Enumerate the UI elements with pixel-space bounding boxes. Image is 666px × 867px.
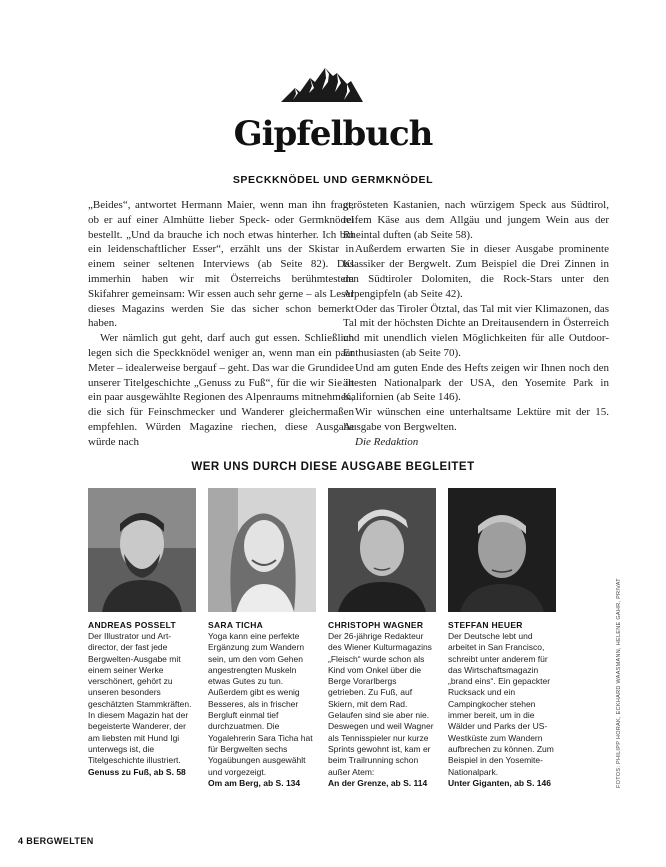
editorial-paragraph: Und am guten Ende des Hefts zeigen wir Ihnen noch den ältesten Nationalpark der USA, den Yosemite Park in Kalifornien (ab Seite 146). xyxy=(343,361,609,404)
contributor-photo xyxy=(208,488,316,612)
editorial-column-right xyxy=(343,198,609,450)
editorial-paragraph: Wer nämlich gut geht, darf auch gut essen. Schließlich legen sich die Speckknödel weniger an, wenn man ein paar Meter – idealerweise bergauf – geht. Das war die Grundidee unserer Titelgeschichte „Genuss zu Fuß“, für die wir Sie in ein paar ausgewählte Regionen des Alpenraums mitnehmen, die sich für Feinschmecker und Wanderer gleichermaßen empfehlen. Würden Magazine riechen, diese Ausgabe würde nach xyxy=(88,332,354,448)
contributor-article-link[interactable]: Genuss zu Fuß, ab S. 58 xyxy=(88,766,186,777)
contributor-name: SARA TICHA xyxy=(208,620,264,630)
editorial-paragraph: Oder das Tiroler Ötztal, das Tal mit vier Klimazonen, das Tal mit der höchsten Dichte an Dreitausendern in Österreich und mit unendlich vielen Möglichkeiten für alle Outdoor-Enthusiasten (ab Seite 70). xyxy=(343,302,609,359)
contributor-article-link[interactable]: Unter Giganten, ab S. 146 xyxy=(448,777,551,788)
photo-credit: FOTOS: PHILIPP HORAK, ECKHARD WAASMANN, HELENE GAHR, PRIVAT xyxy=(616,578,622,788)
contributor-photo xyxy=(88,488,196,612)
editorial-paragraph: Außerdem erwarten Sie in dieser Ausgabe prominente Klassiker der Bergwelt. Zum Beispiel die Drei Zinnen in den Südtiroler Dolomiten, die Rock-Stars unter den Alpengipfeln (ab Seite 42). xyxy=(343,243,609,300)
contributor-card xyxy=(448,488,556,789)
editorial-paragraph: Wir wünschen eine unterhaltsame Lektüre mit der 15. Ausgabe von Bergwelten. xyxy=(343,406,609,433)
editorial-signature: Die Redaktion xyxy=(355,435,419,448)
contributor-bio: Der Illustrator und Art-director, der fast jede Bergwelten-Ausgabe mit einem seiner Werke verschönert, gehört zu unseren besonders geschätzten Stammkräften. In diesem Magazin hat der begeisterte Wanderer, der am liebsten mit Hund Igi unterwegs ist, die Titelgeschichte illustriert. xyxy=(88,631,192,766)
contributor-card xyxy=(328,488,436,789)
contributor-article-link[interactable]: Om am Berg, ab S. 134 xyxy=(208,777,301,788)
contributor-photo xyxy=(328,488,436,612)
contributor-name: ANDREAS POSSELT xyxy=(88,620,176,630)
page-subtitle: SPECKKNÖDEL UND GERMKNÖDEL xyxy=(232,174,434,186)
contributor-name: CHRISTOPH WAGNER xyxy=(328,620,424,630)
editorial-paragraph: gerösteten Kastanien, nach würzigem Speck aus Südtirol, reifem Käse aus dem Allgäu und jungem Wein aus der Rheintal duften (ab Seite 58). xyxy=(343,199,609,241)
contributor-bio: Der 26-jährige Redakteur des Wiener Kulturmagazins „Fleisch“ wurde schon als Kind vom Onkel über die Berge Vorarlbergs getrieben. Zu Fuß, auf Skiern, mit dem Rad. Gelaufen sind sie aber nie. Deswegen und weil Wagner als Tennisspieler nur kurze Sprints gewohnt ist, kam er beim Trailrunning schon außer Atem: xyxy=(328,631,434,777)
contributor-bio: Yoga kann eine perfekte Ergänzung zum Wandern sein, um den vom Gehen angestrengten Muskeln etwas Gutes zu tun. Außerdem gibt es wenig Besseres, als in frischer Bergluft einmal tief durchzuatmen. Die Yogalehrerin Sara Ticha hat für Bergwelten sechs Yogaübungen ausgewählt und vorgezeigt. xyxy=(208,631,313,777)
page-title: Gipfelbuch xyxy=(233,114,433,154)
editorial-paragraph: „Beides“, antwortet Hermann Maier, wenn man ihn fragt, ob er auf einer Almhütte lieber Speck- oder Germknödel bestellt. „Und da brauche ich noch etwas hinterher. Ich bin ein leidenschaftlicher Esser“, erzählt uns der Skistar in einem seiner seltenen Interviews (ab Seite 82). Das immerhin haben wir mit Österreichs berühmtestem Skifahrer gemeinsam: Wir essen auch sehr gerne – als Leser dieses Magazins werden Sie das sicher schon bemerkt haben. xyxy=(88,199,354,330)
mountain-logo-icon xyxy=(281,66,363,104)
contributor-article-link[interactable]: An der Grenze, ab S. 114 xyxy=(328,777,428,788)
contributor-card xyxy=(208,488,316,789)
contributor-photo xyxy=(448,488,556,612)
contributors-heading: WER UNS DURCH DIESE AUSGABE BEGLEITET xyxy=(191,461,475,473)
page-footer: 4 BERGWELTEN xyxy=(18,836,94,846)
contributor-card xyxy=(88,488,196,778)
editorial-column-left xyxy=(88,198,354,450)
contributor-name: STEFFAN HEUER xyxy=(448,620,523,630)
contributor-bio: Der Deutsche lebt und arbeitet in San Francisco, schreibt unter anderem für das Wirtschaftsmagazin „brand eins“. Ein gepackter Rucksack und ein Campingkocher stehen immer bereit, um in die Wälder und Parks der US-Westküste zum Wandern aufbrechen zu können. Zum Beispiel in den Yosemite-Nationalpark. xyxy=(448,631,554,777)
